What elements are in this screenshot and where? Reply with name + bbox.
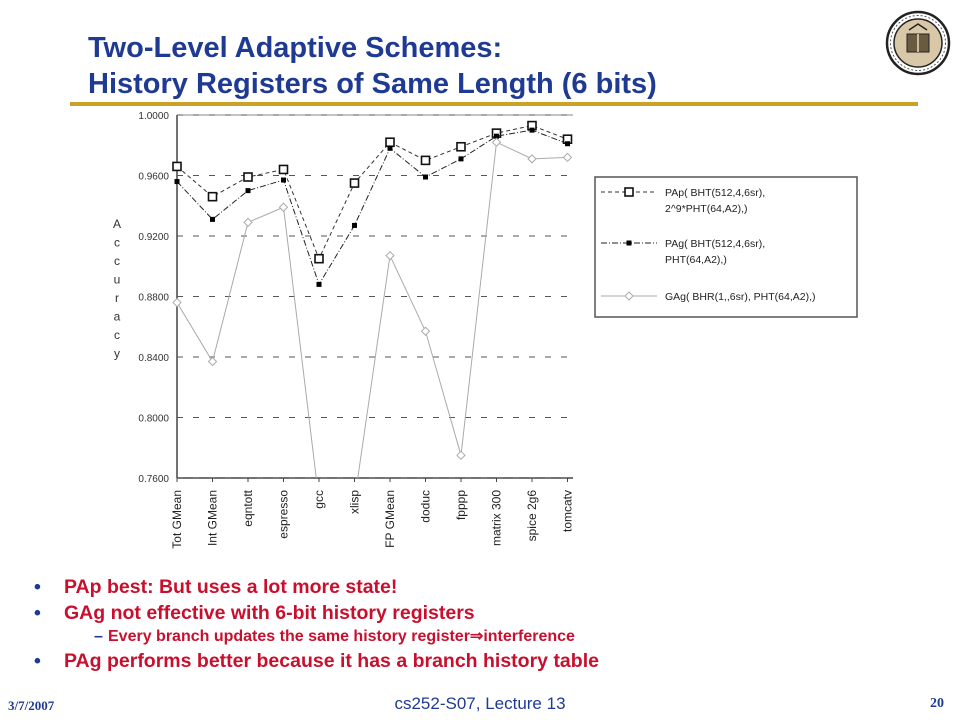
y-tick-label: 0.8000 xyxy=(138,413,169,425)
footer-date: 3/7/2007 xyxy=(8,698,55,713)
y-tick-label: 1.0000 xyxy=(138,111,169,122)
y-axis-label-letter: c xyxy=(114,328,120,342)
pap-point xyxy=(244,173,252,181)
x-tick-label: FP GMean xyxy=(383,490,397,548)
gag-point xyxy=(173,299,181,307)
series-line-open-square xyxy=(177,126,568,259)
bullet-pap-best: • PAp best: But uses a lot more state! xyxy=(30,574,930,600)
y-tick-label: 0.9600 xyxy=(138,171,169,183)
gag-point xyxy=(493,138,501,146)
legend-marker-pag xyxy=(627,241,632,246)
y-axis-label-letter: r xyxy=(115,291,119,305)
title-line-2: History Registers of Same Length (6 bits) xyxy=(88,68,657,100)
x-tick-label: espresso xyxy=(276,490,291,539)
x-tick-label: eqntott xyxy=(241,490,255,527)
y-axis-label-letter: c xyxy=(114,235,120,250)
pag-point xyxy=(352,223,357,228)
pap-point xyxy=(386,138,394,146)
x-tick-label: gcc xyxy=(312,490,326,509)
y-axis-label-letter: a xyxy=(113,309,121,324)
x-tick-label: tomcatv xyxy=(560,490,575,533)
legend-label: GAg( BHR(1,,6sr), PHT(64,A2),) xyxy=(665,291,816,303)
pap-point xyxy=(280,165,288,173)
pap-point xyxy=(457,143,465,151)
pag-point xyxy=(530,128,535,133)
gag-point xyxy=(528,155,536,163)
bullet-list xyxy=(30,574,930,674)
x-tick-label: Tot GMean xyxy=(170,490,184,549)
y-tick-label: 0.9200 xyxy=(138,232,169,243)
pag-point xyxy=(565,141,570,146)
bullet-gag-not-effective: • GAg not effective with 6-bit history registers xyxy=(30,600,930,626)
x-tick-label: fpppp xyxy=(454,490,468,521)
x-tick-label: matrix 300 xyxy=(489,490,504,547)
y-tick-label: 0.8400 xyxy=(138,353,169,364)
gag-point xyxy=(422,327,430,335)
legend-label: 2^9*PHT(64,A2),) xyxy=(665,203,748,215)
x-tick-label: spice 2g6 xyxy=(525,490,539,542)
y-axis-label-letter: c xyxy=(114,254,120,268)
x-tick-label: xlisp xyxy=(347,490,362,515)
legend-label: PAg( BHT(512,4,6sr), xyxy=(665,238,766,250)
pag-point xyxy=(175,179,180,184)
pag-point xyxy=(210,217,215,222)
pag-point xyxy=(459,156,464,161)
x-tick-label: doduc xyxy=(418,490,433,523)
y-axis-label-letter: A xyxy=(112,217,122,231)
pap-point xyxy=(173,162,181,170)
y-axis-label-letter: y xyxy=(114,346,120,361)
gag-point xyxy=(457,451,465,459)
gag-point xyxy=(280,203,288,211)
legend-marker-pap xyxy=(625,188,633,196)
gag-point xyxy=(244,218,252,226)
pag-point xyxy=(246,188,251,193)
series-line-open-diamond xyxy=(177,142,568,500)
legend-label: PHT(64,A2),) xyxy=(665,254,727,266)
title-line-1: Two-Level Adaptive Schemes: xyxy=(88,32,503,64)
gag-point xyxy=(209,358,217,366)
series-line-filled-square xyxy=(177,130,568,284)
y-tick-label: 0.8800 xyxy=(138,292,169,304)
x-tick-label: Int GMean xyxy=(205,490,220,547)
pag-point xyxy=(317,282,322,287)
legend-label: PAp( BHT(512,4,6sr), xyxy=(665,187,766,199)
page-number: 20 xyxy=(930,696,944,711)
pap-point xyxy=(315,255,323,263)
bullet-pag-better: • PAg performs better because it has a branch history table xyxy=(30,648,930,674)
pap-point xyxy=(422,156,430,164)
y-axis-label-letter: u xyxy=(113,272,121,287)
pap-point xyxy=(209,193,217,201)
pag-point xyxy=(281,178,286,183)
footer-course: cs252-S07, Lecture 13 xyxy=(394,694,566,713)
gag-point xyxy=(386,252,394,260)
pap-point xyxy=(351,179,359,187)
gag-point xyxy=(564,153,572,161)
y-tick-label: 0.7600 xyxy=(138,474,169,485)
pag-point xyxy=(423,175,428,180)
sub-bullet-interference: – Every branch updates the same history register⇒interference xyxy=(30,626,930,648)
pag-point xyxy=(388,146,393,151)
